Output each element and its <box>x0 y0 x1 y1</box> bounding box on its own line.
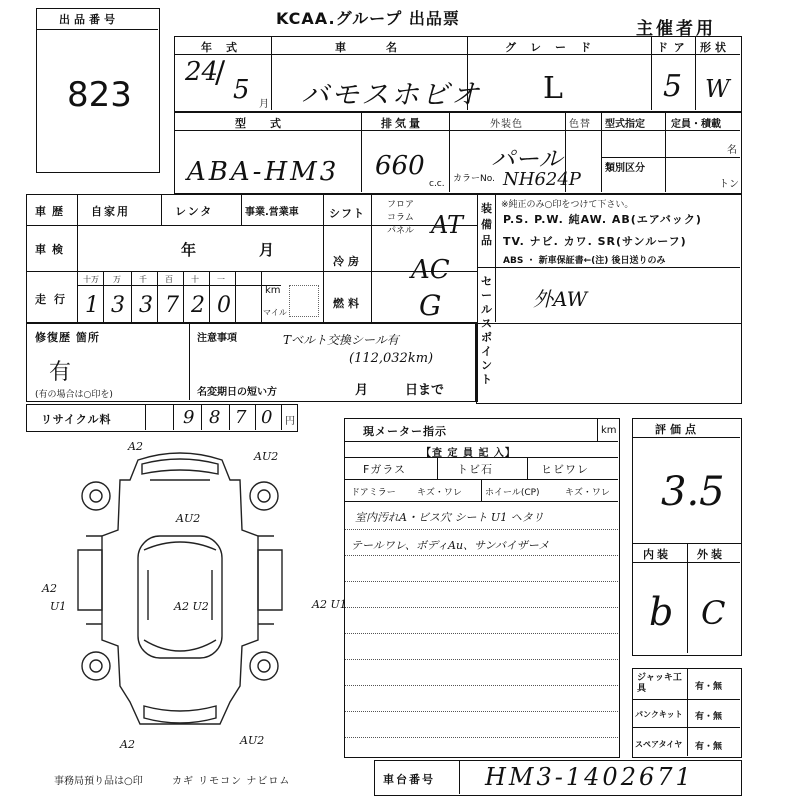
damage-mark: A2 <box>120 738 135 751</box>
shift-value: AT <box>431 211 464 239</box>
remark-line-2: テールワレ、ボディAu、サンバイザーメ <box>351 539 550 552</box>
lot-number-box <box>36 8 160 173</box>
damage-mark: AU2 <box>240 734 265 747</box>
equipment-note: ※純正のみ○印をつけて下さい。 <box>501 200 634 210</box>
expiry-day: 日まで <box>405 383 445 398</box>
inspection-label: 車検 <box>35 243 69 256</box>
slash: / <box>215 55 226 90</box>
meter-km-unit: km <box>601 425 617 436</box>
month-value: 5 <box>233 75 250 105</box>
equipment-line-2: TV. ナビ. カワ. SR(サンルーフ) <box>503 235 687 248</box>
digit-unit-100: 百 <box>165 275 173 284</box>
ext-color-label: 外装色 <box>490 119 523 130</box>
fuel-value: G <box>419 289 442 322</box>
form-title: KCAA.グループ 出品票 <box>276 9 460 28</box>
exterior-label: 外装 <box>697 548 725 561</box>
wheel-label: ホイール(CP) <box>485 488 540 498</box>
private-use-label: 自家用 <box>91 205 130 218</box>
sales-point-label: セールスポイント <box>481 275 492 386</box>
equipment-label: 装備品 <box>481 202 492 247</box>
damage-mark: A2 <box>128 440 143 453</box>
mileage-digit: 0 <box>217 293 231 318</box>
door-mirror-status: キズ・ワレ <box>417 488 462 498</box>
displacement-label: 排気量 <box>381 117 423 130</box>
yen-unit: 円 <box>285 416 295 427</box>
damage-mark: AU2 <box>254 450 279 463</box>
repair-notes-block <box>26 322 478 402</box>
mileage-digit: 3 <box>139 293 153 318</box>
expiry-label: 名変期日の短い方 <box>197 387 277 398</box>
jack-status: 有・無 <box>695 682 723 692</box>
notes-label: 注意事項 <box>197 333 237 344</box>
shape-value: W <box>705 75 730 103</box>
repair-value: 有 <box>49 360 72 385</box>
color-code-label: カラーNo. <box>453 174 495 184</box>
remark-line-1: 室内汚れA・ビス穴 シート U1 ヘタリ <box>355 511 544 524</box>
score-value: 3.5 <box>661 469 725 515</box>
digit-unit-10: 十 <box>191 275 199 284</box>
recycle-digit: 0 <box>261 407 273 428</box>
shape-label: 形状 <box>700 41 730 54</box>
chassis-value: HM3-1402671 <box>485 763 694 791</box>
year-model-label: 年式 <box>201 41 251 54</box>
tools-box <box>632 668 742 758</box>
front-glass-label: Fガラス <box>363 463 406 476</box>
persons-unit: 名 <box>727 145 737 156</box>
chip-label: トビ石 <box>457 463 493 476</box>
lot-number-label: 出品番号 <box>59 13 119 26</box>
meter-label: 現メーター指示 <box>363 425 447 438</box>
digit-unit-1: 一 <box>217 275 225 284</box>
repair-note: (有の場合は○印を) <box>35 390 113 400</box>
car-name-value: バモスホビオ <box>301 78 482 111</box>
class-division-label: 類別区分 <box>605 163 645 174</box>
mileage-digit: 2 <box>191 293 205 318</box>
score-label: 評価点 <box>655 423 700 436</box>
exterior-value: C <box>701 594 726 632</box>
spare-tire-status: 有・無 <box>695 742 723 752</box>
tons-unit: トン <box>719 179 739 190</box>
doors-label: ドア <box>657 41 691 54</box>
damage-mark: A2 U2 <box>174 600 209 613</box>
office-keep-label: 事務局預り品は○印 <box>54 776 143 787</box>
inspection-year-label: 年 <box>181 241 197 259</box>
shift-panel: パネル <box>387 226 415 236</box>
lot-number: 823 <box>67 75 132 115</box>
damage-mark: A2 U1 <box>312 598 347 611</box>
mileage-label: 走行 <box>35 293 73 306</box>
aircon-value: AC <box>411 255 450 285</box>
model-type-label: 型式 <box>235 117 305 130</box>
doors-value: 5 <box>663 69 683 104</box>
shift-column: コラム <box>387 213 414 223</box>
displacement-value: 660 <box>375 151 425 181</box>
crack-label: ヒビワレ <box>541 463 589 476</box>
equipment-line-3: ABS ・ 新車保証書←(注) 後日送りのみ <box>503 256 666 266</box>
mileage-digit: 3 <box>111 293 125 318</box>
shift-floor: フロア <box>387 200 415 210</box>
sales-point-value: 外AW <box>533 287 588 311</box>
business-label: 事業.営業車 <box>245 207 299 218</box>
key-items: カギ リモコン ナビロム <box>172 776 291 787</box>
chassis-label: 車台番号 <box>383 773 435 786</box>
grade-label: グレード <box>505 41 605 54</box>
repair-history-label: 修復歴 箇所 <box>35 331 100 344</box>
mileage-digit: 7 <box>165 293 179 318</box>
digit-unit-10k: 万 <box>113 275 121 284</box>
inspection-month-label: 月 <box>259 241 275 259</box>
host-label: 主催者用 <box>636 19 716 39</box>
jack-label: ジャッキ工具 <box>637 673 682 694</box>
model-type-value: ABA-HM3 <box>187 157 340 187</box>
digit-unit-1k: 千 <box>139 275 147 284</box>
digit-unit-100k: 十万 <box>83 275 99 284</box>
wheel-status: キズ・ワレ <box>565 488 610 498</box>
fuel-label: 燃料 <box>333 297 363 310</box>
car-name-label: 車名 <box>335 41 437 54</box>
vehicle-row-1 <box>174 36 742 112</box>
puncture-kit-label: パンクキット <box>635 710 683 719</box>
type-designation-label: 型式指定 <box>605 119 645 130</box>
note-line-2: (112,032km) <box>349 351 434 366</box>
rental-label: レンタ <box>175 205 214 218</box>
door-mirror-label: ドアミラー <box>351 488 396 498</box>
interior-label: 内装 <box>643 548 671 561</box>
mile-unit: マイル <box>263 308 287 317</box>
color-code-value: NH624P <box>503 169 581 190</box>
shift-label: シフト <box>329 207 365 220</box>
capacity-label: 定員・積載 <box>671 119 721 130</box>
inspector-label: 【査 定 員 記 入】 <box>421 448 516 459</box>
recycle-digit: 7 <box>235 407 247 428</box>
grade-value: L <box>543 71 563 106</box>
damage-mark: AU2 <box>176 512 201 525</box>
inspector-box <box>344 418 620 758</box>
score-box <box>632 418 742 544</box>
damage-mark: A2 <box>42 582 57 595</box>
mileage-digit: 1 <box>85 293 99 318</box>
damage-mark: U1 <box>50 600 67 613</box>
equipment-line-1: P.S. P.W. 純AW. AB(エアバック) <box>503 213 702 226</box>
recycle-digit: 8 <box>209 407 221 428</box>
cc-unit: c.c. <box>429 179 445 189</box>
color-change-label: 色替 <box>569 119 591 130</box>
chassis-box <box>374 760 742 796</box>
expiry-month: 月 <box>355 383 369 398</box>
note-line-1: Tベルト交換シール有 <box>283 333 399 347</box>
puncture-kit-status: 有・無 <box>695 712 723 722</box>
sales-point-box <box>476 322 742 404</box>
spare-tire-label: スペアタイヤ <box>635 740 683 749</box>
year-value: 24 <box>185 57 219 87</box>
month-unit: 月 <box>259 99 269 110</box>
recycle-digit: 9 <box>183 407 195 428</box>
interior-exterior-box <box>632 544 742 656</box>
km-unit: km <box>265 285 281 296</box>
color-value: パール <box>491 145 563 173</box>
recycle-fee-box <box>26 404 298 432</box>
recycle-label: リサイクル料 <box>41 413 112 426</box>
mile-checkbox <box>289 285 319 317</box>
interior-value: b <box>649 590 674 634</box>
history-label: 車歴 <box>35 205 69 218</box>
vehicle-row-2 <box>174 112 742 194</box>
aircon-label: 冷房 <box>333 255 363 268</box>
